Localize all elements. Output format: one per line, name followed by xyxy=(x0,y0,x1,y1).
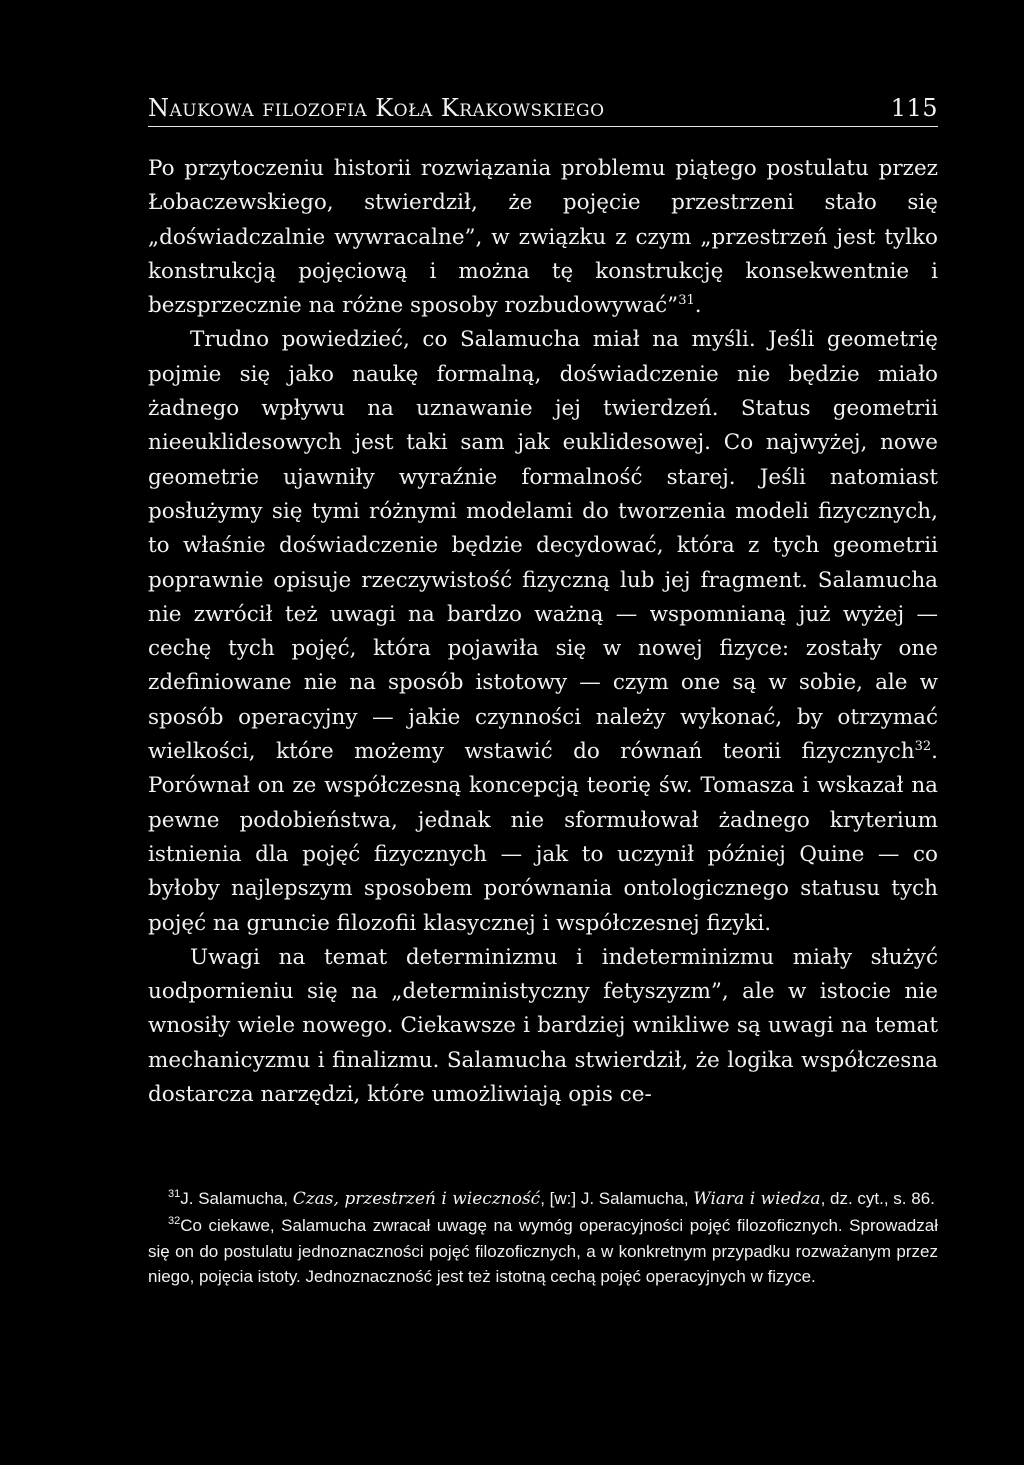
main-text xyxy=(148,152,938,1112)
paragraph-2-end: . Porównał on ze współczesną koncepcją teorię św. Tomasza i wskazał na pewne podobieństwa, jednak nie sformułował żadnego kryterium istnienia dla pojęć fizycznych — jak to uczynił później Quine — co byłoby najlepszym sposobem porównania ontologicznego statusu tych pojęć na gruncie filozofii klasycznej i współczesnej fizyki. xyxy=(148,739,938,936)
running-header xyxy=(148,94,938,122)
footnote-32-number: 32 xyxy=(168,1214,181,1227)
footnote-31-title-1: Czas, przestrzeń i wieczność xyxy=(292,1189,541,1209)
paragraph-2 xyxy=(148,323,938,940)
paragraph-3: Uwagi na temat determinizmu i indeterminizmu miały służyć uodpornieniu się na „deterministyczny fetyszyzm”, ale w istocie nie wnosiły wiele nowego. Ciekawsze i bardziej wnikliwe są uwagi na temat mechanicyzmu i finalizmu. Salamucha stwierdził, że logika współczesna dostarcza narzędzi, które umożliwiają opis ce- xyxy=(148,944,938,1108)
footnote-ref-32[interactable]: 32 xyxy=(914,739,932,755)
footnote-31-tail: , dz. cyt., s. 86. xyxy=(820,1189,935,1208)
footnote-31-title-2: Wiara i wiedza xyxy=(693,1189,821,1209)
footnote-32-text: Co ciekawe, Salamucha zwracał uwagę na wymóg operacyjności pojęć filozoficznych. Sprowadzał się on do postulatu jednoznaczności pojęć filozoficznych, a w konkretnym przypadku rozważanym przez niego, pojęcia istoty. Jednoznaczność jest też istotną cechą pojęć operacyjnych w fizyce. xyxy=(148,1215,938,1287)
footnote-ref-31[interactable]: 31 xyxy=(678,293,695,309)
header-rule xyxy=(148,126,938,127)
paragraph-1-end: . xyxy=(694,293,702,319)
paragraph-2-text: Trudno powiedzieć, co Salamucha miał na myśli. Jeśli geometrię pojmie się jako naukę formalną, doświadczenie nie będzie miało żadnego wpływu na uznawanie jej twierdzeń. Status geometrii nieeuklidesowych jest taki sam jak euklidesowej. Co najwyżej, nowe geometrie ujawniły wyraźnie formalność starej. Jeśli natomiast posłużymy się tymi różnymi modelami do tworzenia modeli fizycznych, to właśnie doświadczenie będzie decydować, która z tych geometrii poprawnie opisuje rzeczywistość fizyczną lub jej fragment. Salamucha nie zwrócił też uwagi na bardzo ważną — wspomnianą już wyżej — cechę tych pojęć, która pojawiła się w nowej fizyce: zostały one zdefiniowane nie na sposób istotowy — czym one są w sobie, ale w sposób operacyjny — jakie czynności należy wykonać, by otrzymać wielkości, które możemy wstawić do równań teorii fizycznych xyxy=(148,327,938,765)
footnote-31-number: 31 xyxy=(168,1188,181,1200)
footnotes xyxy=(148,1186,938,1290)
footnote-31-author: J. Salamucha, xyxy=(180,1189,293,1208)
paragraph-1 xyxy=(148,152,938,323)
footnote-31-mid: , [w:] J. Salamucha, xyxy=(540,1189,694,1208)
paragraph-1-text: Po przytoczeniu historii rozwiązania problemu piątego postulatu przez Łobaczewskiego, stwierdził, że pojęcie przestrzeni stało się „doświadczalnie wywracalne”, w związku z czym „przestrzeń jest tylko konstrukcją pojęciową i można tę konstrukcję konsekwentnie i bezsprzecznie na różne sposoby rozbudowywać” xyxy=(148,156,938,319)
running-title: Naukowa filozofia Koła Krakowskiego xyxy=(148,94,605,122)
footnote-31 xyxy=(148,1186,938,1213)
footnote-32 xyxy=(148,1213,938,1290)
page-number: 115 xyxy=(890,94,938,122)
